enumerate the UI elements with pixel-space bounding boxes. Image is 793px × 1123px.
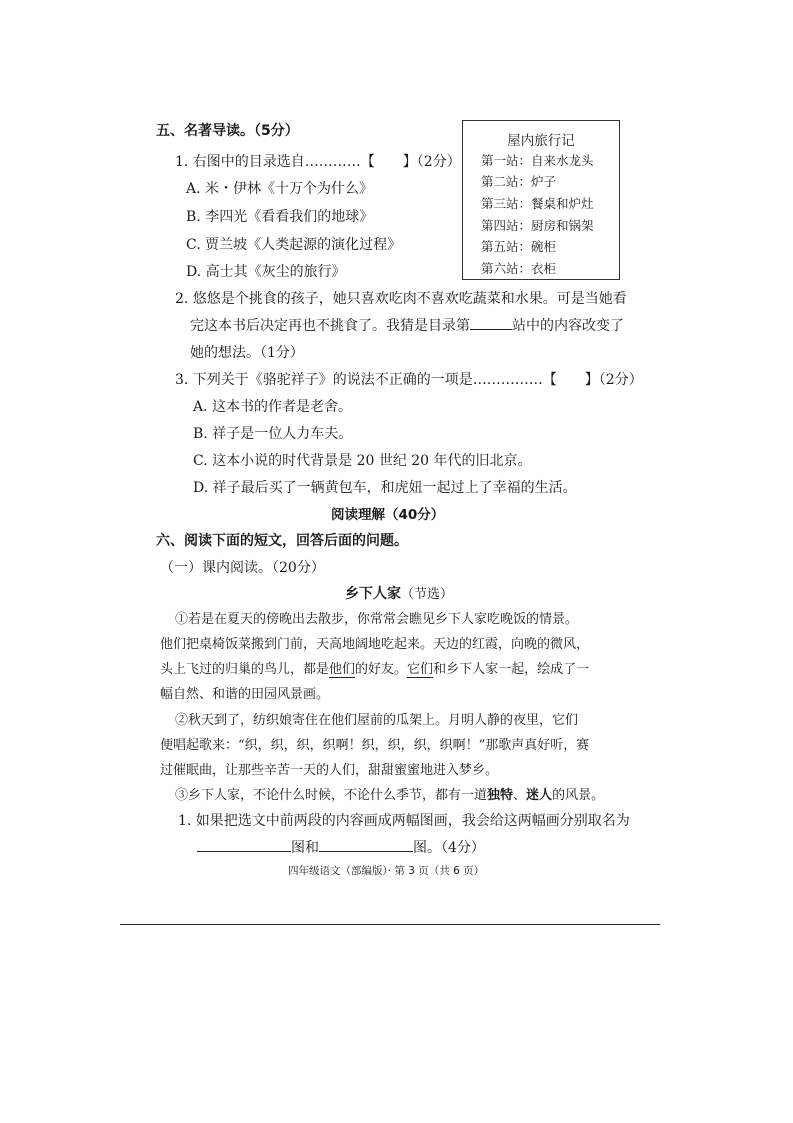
p2-line3: 过催眠曲，让那些辛苦一天的人们，甜甜蜜蜜地进入梦乡。 [160, 763, 499, 778]
q1-option-c[interactable]: C. 贾兰坡《人类起源的演化过程》 [186, 237, 402, 253]
reading-q1-line2 [197, 837, 485, 857]
p2-line1: ②秋天到了，纺织娘寄住在他们屋前的瓜架上。月明人静的夜里，它们 [175, 713, 579, 728]
article-heading [345, 583, 453, 603]
p3-a: ③乡下人家，不论什么时候，不论什么季节，都有一道 [175, 788, 488, 803]
q1-option-d[interactable]: D. 高士其《灰尘的旅行》 [186, 264, 346, 280]
q2-line3: 她的想法。（1分） [190, 345, 304, 361]
sub-section-1: （一）课内阅读。（20分） [160, 560, 325, 576]
p3-bold-charming: 迷人 [526, 788, 553, 803]
reading-q1-mid: 图和 [291, 840, 319, 856]
table-of-contents-box [462, 120, 620, 280]
answer-blank-2[interactable] [319, 837, 413, 852]
p1-line3-b: 的好友。 [355, 662, 408, 677]
reading-q1-end: 图。（4分） [413, 840, 485, 856]
q3-option-a[interactable]: A. 这本书的作者是老舍。 [193, 399, 353, 415]
q2-line1: 2. 悠悠是个挑食的孩子，她只喜欢吃肉不喜欢吃蔬菜和水果。可是当她看 [175, 291, 627, 307]
reading-title: 阅读理解（40分） [331, 507, 445, 523]
q2-line2-end: 站中的内容改变了 [512, 318, 624, 334]
p1-line2: 他们把桌椅饭菜搬到门前，天高地阔地吃起来。天边的红霞，向晚的微风， [160, 637, 590, 652]
toc-item-2: 第二站：炉子 [481, 174, 557, 189]
q1-option-a[interactable]: A. 米・伊林《十万个为什么》 [186, 181, 374, 197]
p2-line2: 便唱起歌来：“织，织，织，织啊！织，织，织，织啊！”那歌声真好听，赛 [160, 738, 590, 753]
article-title: 乡下人家 [345, 586, 401, 602]
toc-item-6: 第六站：衣柜 [481, 261, 557, 276]
section6-heading: 六、阅读下面的短文，回答后面的问题。 [156, 533, 408, 549]
toc-title: 屋内旅行记 [507, 133, 575, 149]
underlined-it: 它们 [407, 662, 434, 677]
section5-heading: 五、名著导读。（5分） [156, 123, 299, 139]
q3-option-d[interactable]: D. 祥子最后买了一辆黄包车，和虎妞一起过上了幸福的生活。 [193, 480, 577, 496]
p1-line3-a: 头上飞过的归巢的鸟儿，都是 [160, 662, 330, 677]
q2-line2 [190, 315, 624, 335]
q3-stem: 3. 下列关于《骆驼祥子》的说法不正确的一项是……………【 】（2分） [175, 372, 643, 388]
p3-e: 的风景。 [552, 788, 605, 803]
p1-line1: ①若是在夏天的傍晚出去散步，你常常会瞧见乡下人家吃晚饭的情景。 [175, 612, 579, 627]
answer-blank-1[interactable] [197, 837, 291, 852]
p3-sep: 、 [513, 788, 527, 803]
article-note: （节选） [401, 587, 454, 602]
toc-item-3: 第三站：餐桌和炉灶 [481, 196, 594, 211]
p1-line3 [160, 658, 589, 677]
toc-item-1: 第一站：自来水龙头 [481, 153, 594, 168]
q2-answer-blank[interactable] [470, 315, 512, 330]
bottom-divider [120, 924, 660, 925]
toc-item-5: 第五站：碗柜 [481, 239, 557, 254]
q3-option-b[interactable]: B. 祥子是一位人力车夫。 [193, 426, 353, 442]
q1-stem: 1. 右图中的目录选自…………【 】（2分） [175, 154, 461, 170]
page-footer: 四年级语文（部编版）· 第 3 页（共 6 页） [288, 865, 485, 877]
q3-option-c[interactable]: C. 这本小说的时代背景是 20 世纪 20 年代的旧北京。 [193, 453, 532, 469]
p1-line4: 幅自然、和谐的田园风景画。 [160, 687, 330, 702]
q1-option-b[interactable]: B. 李四光《看看我们的地球》 [186, 209, 374, 225]
q2-line2-start: 完这本书后决定再也不挑食了。我猜是目录第 [190, 318, 470, 334]
underlined-they: 他们 [329, 662, 356, 677]
reading-q1-line1: 1. 如果把选文中前两段的内容画成两幅图画，我会给这两幅画分别取名为 [178, 813, 630, 829]
p1-line3-c: 和乡下人家一起，绘成了一 [433, 662, 590, 677]
p3-line1 [175, 784, 604, 803]
p3-bold-unique: 独特 [487, 788, 514, 803]
toc-item-4: 第四站：厨房和锅架 [481, 218, 594, 233]
